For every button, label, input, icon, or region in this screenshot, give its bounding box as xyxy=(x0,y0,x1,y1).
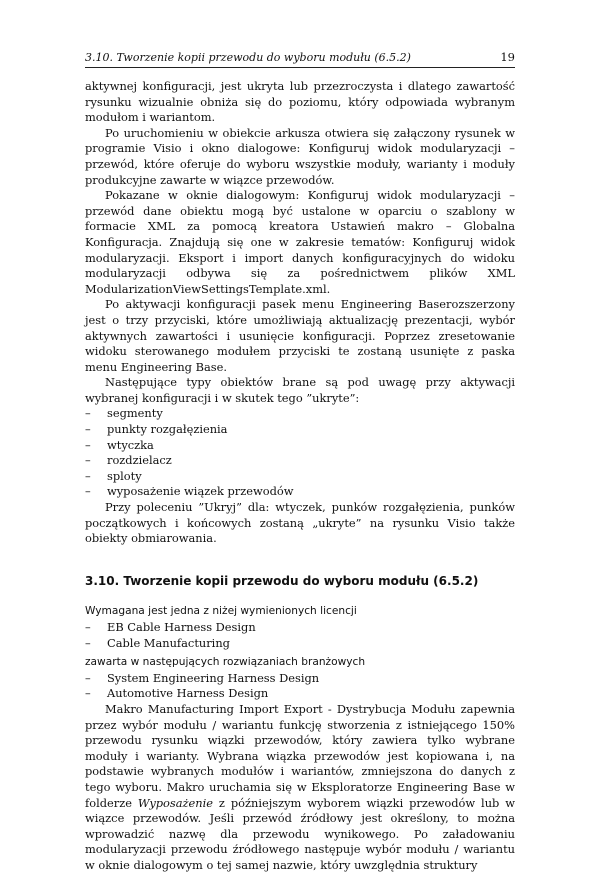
list-item: – Cable Manufacturing xyxy=(85,636,515,652)
list-item: – segmenty xyxy=(85,406,515,422)
paragraph-object-types-intro: Następujące typy obiektów brane są pod uwagę przy aktywacji wybranej konfiguracji i w skutek tego ”ukryte”: xyxy=(85,375,515,405)
list-item: – System Engineering Harness Design xyxy=(85,671,515,687)
list-item: – wtyczka xyxy=(85,438,515,454)
list-item: – wyposażenie wiązek przewodów xyxy=(85,484,515,500)
solutions-list xyxy=(85,671,515,702)
macro-text-end: z późniejszym wyborem wiązki przewodów lub w wiązce przewodów. Jeśli przewód źródłowy jest określony, to można wprowadzić nazwę dla przewodu wynikowego. Po załadowaniu modularyzacji przewodu źródłowego następuje wybór modułu / wariantu w oknie dialogowym o tej samej nazwie, który uwzględnia struktury xyxy=(85,795,515,872)
solutions-label: zawarta w następujących rozwiązaniach branżowych xyxy=(85,656,366,669)
paragraph-visio-dialog: Po uruchomieniu w obiekcie arkusza otwiera się załączony rysunek w programie Visio i okno dialogowe: Konfiguruj widok modularyzacji – przewód, które oferuje do wyboru wszystkie moduły, warianty i moduły produkcyjne zawarte w wiązce przewodów. xyxy=(85,125,515,187)
object-types-list xyxy=(85,406,515,500)
list-item: – EB Cable Harness Design xyxy=(85,620,515,636)
header-title: 3.10. Tworzenie kopii przewodu do wyboru modułu (6.5.2) xyxy=(85,51,411,64)
page-number: 19 xyxy=(500,50,515,64)
page-body xyxy=(85,79,515,874)
list-item: – sploty xyxy=(85,469,515,485)
section-heading: 3.10. Tworzenie kopii przewodu do wyboru modułu (6.5.2) xyxy=(85,573,479,588)
paragraph-hide-command: Przy poleceniu ”Ukryj” dla: wtyczek, punków rozgałęzienia, punków początkowych i końcowych zostaną „ukryte” na rysunku Visio także obiekty obmiarowania. xyxy=(85,500,515,546)
paragraph-macro-description xyxy=(85,702,515,874)
paragraph-continued: aktywnej konfiguracji, jest ukryta lub przezroczysta i dlatego zawartość rysunku wizualnie obniża się do poziomu, który odpowiada wybranym modułom i wariantom. xyxy=(85,79,515,125)
paragraph-xml-templates: Pokazane w oknie dialogowym: Konfiguruj widok modularyzacji – przewód dane obiektu mogą być ustalone w oparciu o szablony w formacie XML za pomocą kreatora Ustawień makro – Globalna Konfiguracja. Znajdują się one w zakresie tematów: Konfiguruj widok modularyzacji. Eksport i import danych konfiguracyjnych do widoku modularyzacji odbywa się za pośrednictwem plików XML ModularizationViewSettingsTemplate.xml. xyxy=(85,188,515,296)
paragraph-menu-buttons: Po aktywacji konfiguracji pasek menu Engineering Baserozszerzony jest o trzy przyciski, które umożliwiają aktualizację prezentacji, wybór aktywnych zawartości i usunięcie konfiguracji. Poprzez zresetowanie widoku sterowanego modułem przyciski te zostaną usunięte z paska menu Engineering Base. xyxy=(85,297,515,374)
list-item: – punkty rozgałęzienia xyxy=(85,422,515,438)
license-label: Wymagana jest jedna z niżej wymienionych licencji xyxy=(85,605,357,618)
license-list xyxy=(85,620,515,651)
running-header xyxy=(85,47,515,68)
list-item: – rozdzielacz xyxy=(85,453,515,469)
folder-name: Wyposażenie xyxy=(137,795,213,810)
list-item: – Automotive Harness Design xyxy=(85,686,515,702)
macro-text-start: Makro Manufacturing Import Export - Dystrybucja Modułu zapewnia przez wybór modułu / wariantu funkcję stworzenia z istniejącego 150% przewodu rysunku wiązki przewodów, który zawiera tylko wybrane moduły i warianty. Wybrana wiązka przewodów jest kopiowana i, na podstawie wybranych modułów i wariantów, zmniejszona do danych z tego wyboru. Makro uruchamia się w Eksploratorze Engineering Base w folderze xyxy=(85,701,515,810)
